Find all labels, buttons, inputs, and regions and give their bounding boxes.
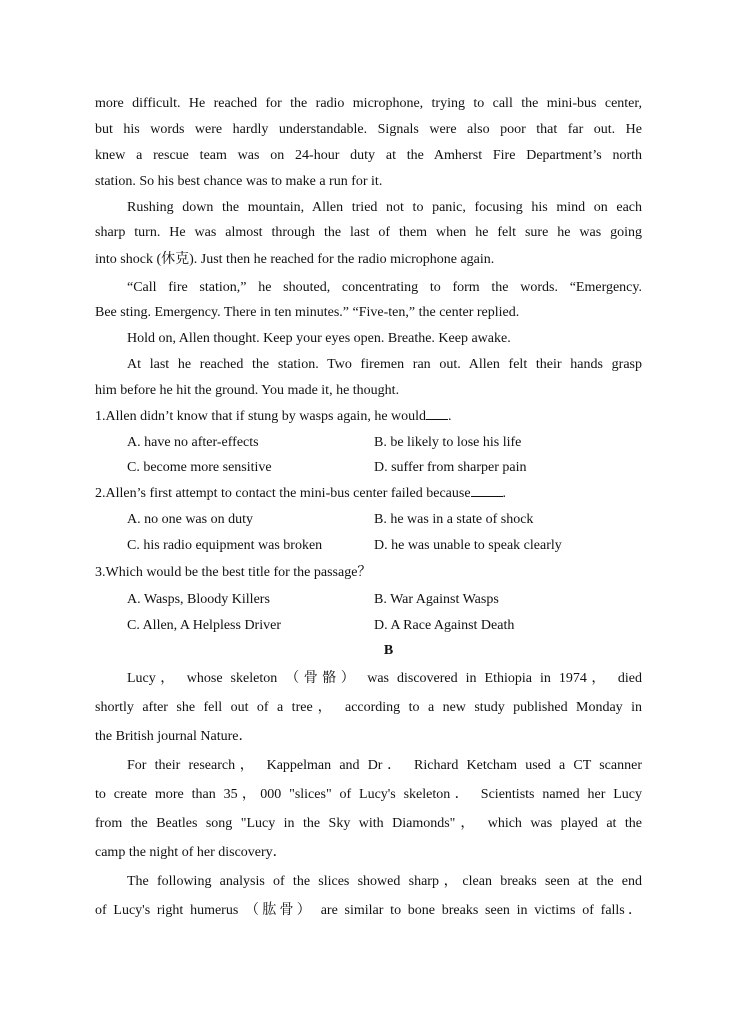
passage-a-line: station. So his best chance was to make a run for it. bbox=[95, 174, 383, 189]
question-1-option-c: C. become more sensitive bbox=[127, 460, 272, 475]
answer-blank bbox=[426, 407, 448, 420]
passage-b-line: shortly after she fell out of a tree， according to a new study published Monday in bbox=[95, 700, 642, 715]
question-2-stem bbox=[95, 484, 506, 504]
question-3-stem: 3.Which would be the best title for the passage？ bbox=[95, 565, 372, 580]
passage-b-line: camp the night of her discovery． bbox=[95, 845, 287, 860]
passage-a-line: him before he hit the ground. You made it, he thought. bbox=[95, 383, 400, 398]
question-1-stem bbox=[95, 407, 452, 427]
passage-a-line: Rushing down the mountain, Allen tried not to panic, focusing his mind on each bbox=[127, 200, 642, 215]
passage-b-line: Lucy， whose skeleton （骨骼） was discovered in Ethiopia in 1974， died bbox=[127, 671, 642, 686]
question-1-option-a: A. have no after-effects bbox=[127, 435, 259, 450]
question-3-option-b: B. War Against Wasps bbox=[374, 592, 499, 607]
question-stem-text: 1.Allen didn’t know that if stung by wasps again, he would bbox=[95, 409, 427, 424]
question-stem-end: . bbox=[448, 409, 452, 424]
question-1-option-d: D. suffer from sharper pain bbox=[374, 460, 527, 475]
passage-b-line: to create more than 35，000 "slices" of Lucy's skeleton． Scientists named her Lucy bbox=[95, 787, 642, 802]
question-stem-end: . bbox=[502, 486, 507, 501]
passage-a-line: “Call fire station,” he shouted, concentrating to form the words. “Emergency. bbox=[127, 280, 642, 295]
passage-a-line: but his words were hardly understandable. Signals were also poor that far out. He bbox=[95, 122, 642, 137]
passage-a-line: At last he reached the station. Two firemen ran out. Allen felt their hands grasp bbox=[127, 357, 642, 372]
question-3-option-d: D. A Race Against Death bbox=[374, 618, 515, 633]
passage-a-line: more difficult. He reached for the radio microphone, trying to call the mini-bus center, bbox=[95, 96, 642, 111]
passage-b-line: The following analysis of the slices showed sharp，clean breaks seen at the end bbox=[127, 874, 642, 889]
question-2-option-d: D. he was unable to speak clearly bbox=[374, 538, 562, 553]
passage-a-line: knew a rescue team was on 24-hour duty at the Amherst Fire Department’s north bbox=[95, 148, 642, 163]
question-3-option-a: A. Wasps, Bloody Killers bbox=[127, 592, 270, 607]
passage-b-line: For their research， Kappelman and Dr． Richard Ketcham used a CT scanner bbox=[127, 758, 642, 773]
question-2-option-c: C. his radio equipment was broken bbox=[127, 538, 323, 553]
passage-a-line: sharp turn. He was almost through the last of them when he felt sure he was going bbox=[95, 225, 642, 240]
question-2-option-a: A. no one was on duty bbox=[127, 512, 253, 527]
question-1-option-b: B. be likely to lose his life bbox=[374, 435, 522, 450]
question-2-option-b: B. he was in a state of shock bbox=[374, 512, 534, 527]
passage-a-line: Bee sting. Emergency. There in ten minutes.” “Five-ten,” the center replied. bbox=[95, 305, 520, 320]
passage-b-line: of Lucy's right humerus （肱骨） are similar to bone breaks seen in victims of falls． bbox=[95, 903, 642, 918]
question-stem-text: 2.Allen’s first attempt to contact the mini-bus center failed because bbox=[95, 486, 471, 501]
question-3-option-c: C. Allen, A Helpless Driver bbox=[127, 618, 281, 633]
passage-a-line: Hold on, Allen thought. Keep your eyes open. Breathe. Keep awake. bbox=[127, 331, 511, 346]
passage-b-line: from the Beatles song "Lucy in the Sky with Diamonds"， which was played at the bbox=[95, 816, 642, 831]
answer-blank bbox=[471, 484, 503, 497]
passage-b-line: the British journal Nature． bbox=[95, 729, 253, 744]
section-b-heading: B bbox=[383, 643, 394, 658]
passage-a-line: into shock (休克). Just then he reached for the radio microphone again. bbox=[95, 252, 495, 267]
